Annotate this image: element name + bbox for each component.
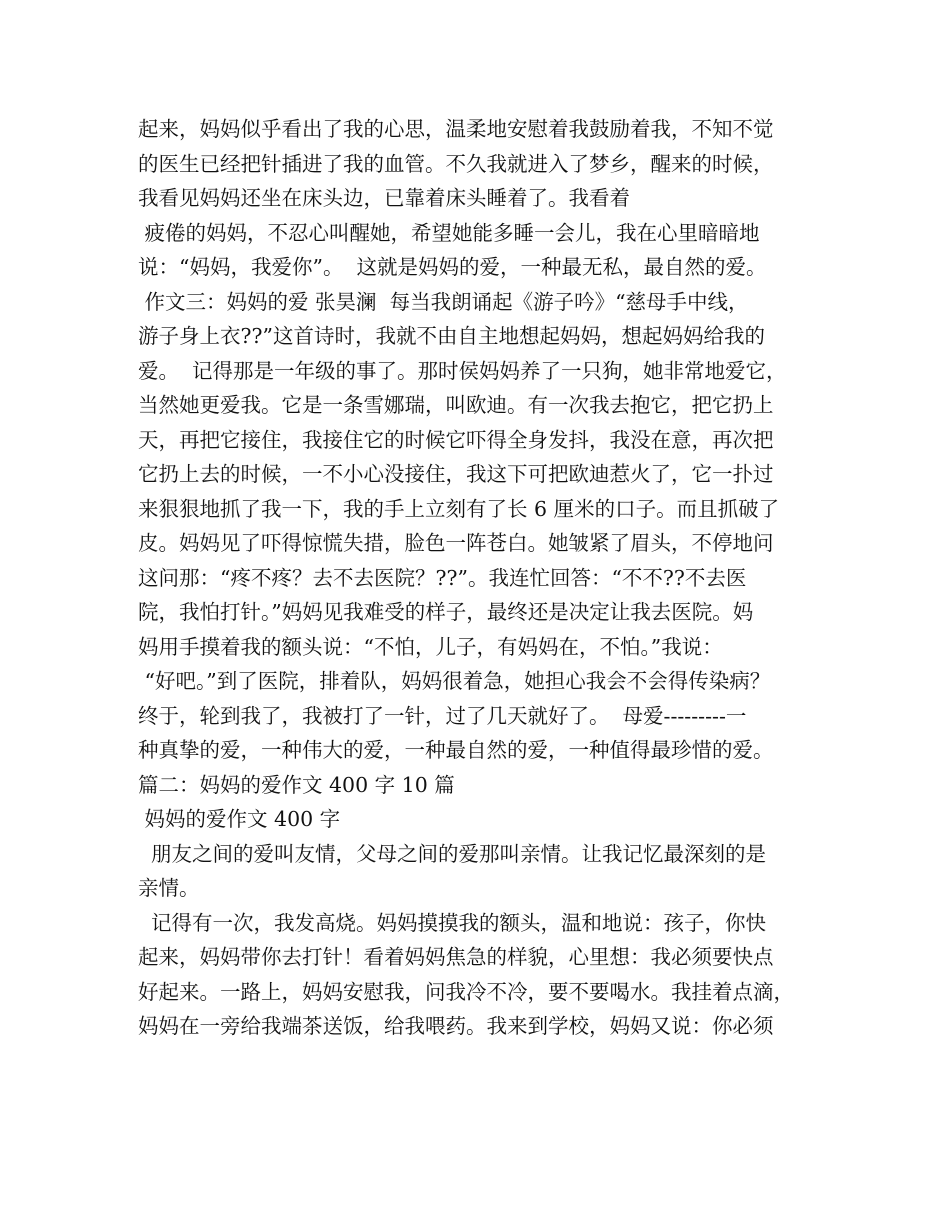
text-line: 起来，妈妈带你去打针！看着妈妈焦急的样貌，心里想：我必须要快点 [138,945,774,969]
text-line: 我看见妈妈还坐在床头边，已靠着床头睡着了。我看着 [138,186,630,210]
text-line: 妈妈在一旁给我端茶送饭，给我喂药。我来到学校，妈妈又说：你必须 [138,1014,774,1038]
text-line: 妈妈的爱作文 400 字 [138,807,341,831]
text-line: 这问那：“疼不疼？去不去医院？??”。我连忙回答：“不不??不去医 [138,565,747,590]
text-line: 天，再把它接住，我接住它的时候它吓得全身发抖，我没在意，再次把 [138,427,774,452]
text-line: 院，我怕打针。”妈妈见我难受的样子，最终还是决定让我去医院。妈 [138,600,754,624]
text-line: 爱。 记得那是一年级的事了。那时侯妈妈养了一只狗，她非常地爱它， [138,358,787,383]
text-line: 皮。妈妈见了吓得惊慌失措，脸色一阵苍白。她皱紧了眉头，不停地问 [138,531,774,555]
text-line: 作文三：妈妈的爱 张昊澜 每当我朗诵起《游子吟》“慈母手中线， [138,289,749,314]
text-line: 的医生已经把针插进了我的血管。不久我就进入了梦乡，醒来的时候， [138,151,774,176]
text-line: 游子身上衣??”这首诗时，我就不由自主地想起妈妈，想起妈妈给我的 [138,324,765,348]
text-line: 妈用手摸着我的额头说：“不怕，儿子，有妈妈在，不怕。”我说： [138,634,723,659]
text-line: 终于，轮到我了，我被打了一针，过了几天就好了。 母爱---------一 [138,703,747,728]
text-line: “好吧。”到了医院，排着队，妈妈很着急，她担心我会不会得传染病？ [138,669,771,693]
text-line: 说：“妈妈，我爱你”。 这就是妈妈的爱，一种最无私，最自然的爱。 [138,255,767,279]
text-line: 起来，妈妈似乎看出了我的心思，温柔地安慰着我鼓励着我，不知不觉 [138,117,774,141]
text-line: 种真挚的爱，一种伟大的爱，一种最自然的爱，一种值得最珍惜的爱。 [138,738,774,762]
text-line: 记得有一次，我发高烧。妈妈摸摸我的额头，温和地说：孩子，你快 [138,910,767,935]
text-line: 当然她更爱我。它是一条雪娜瑞，叫欧迪。有一次我去抱它，把它扔上 [138,393,774,417]
text-line: 朋友之间的爱叫友情，父母之间的爱那叫亲情。让我记忆最深刻的是 [138,841,767,866]
text-line: 亲情。 [138,876,200,900]
text-line: 来狠狠地抓了我一下，我的手上立刻有了长 6 厘米的口子。而且抓破了 [138,496,780,521]
text-line: 好起来。一路上，妈妈安慰我，问我冷不冷，要不要喝水。我挂着点滴， [138,979,794,1004]
text-line: 篇二：妈妈的爱作文 400 字 10 篇 [138,772,455,797]
document-body-text [138,112,828,1044]
text-line: 它扔上去的时候，一不小心没接住，我这下可把欧迪惹火了，它一扑过 [138,462,774,486]
text-line: 疲倦的妈妈，不忍心叫醒她，希望她能多睡一会儿，我在心里暗暗地 [138,220,760,245]
